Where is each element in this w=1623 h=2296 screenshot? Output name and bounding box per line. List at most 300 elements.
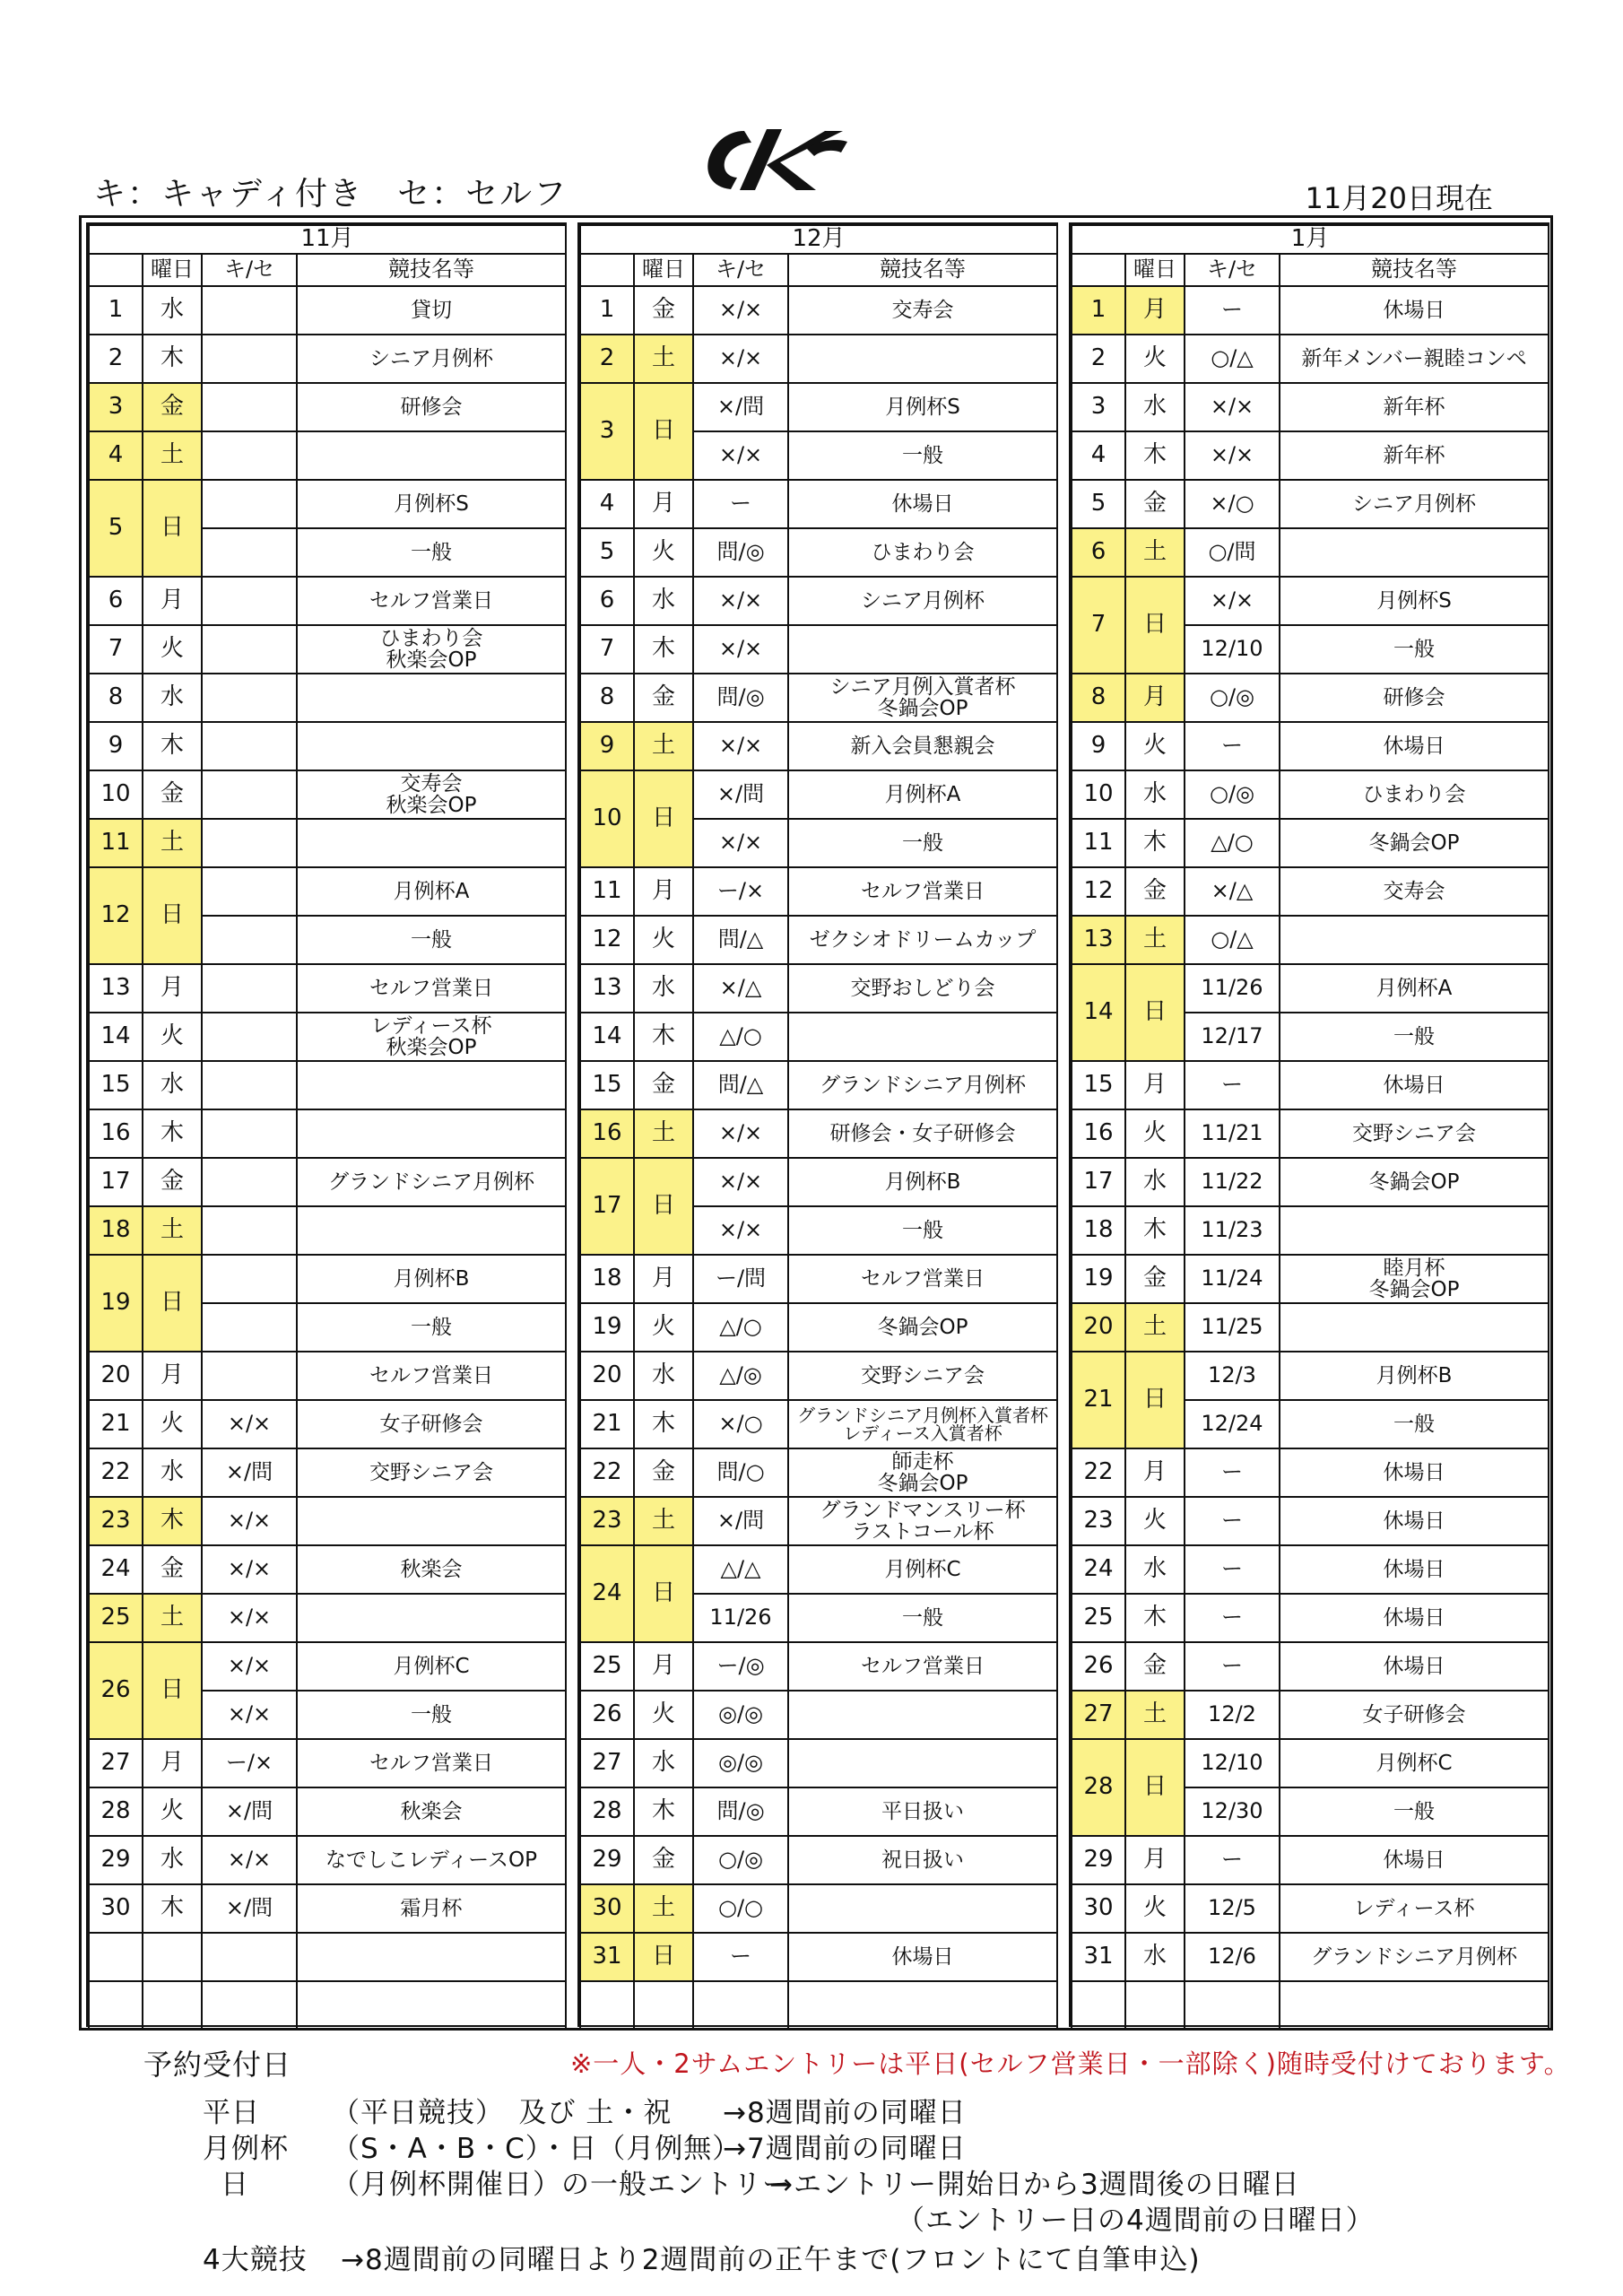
event-cell — [788, 1109, 1057, 1158]
col-day-header — [580, 254, 634, 286]
day-cell: 2 — [580, 335, 634, 383]
day-cell: 10 — [1072, 770, 1125, 819]
kise-cell: ×/× — [693, 625, 788, 674]
day-cell: 28 — [1072, 1739, 1125, 1836]
kise-cell: ×/× — [202, 1691, 297, 1739]
table-row — [580, 867, 1057, 916]
weekday-cell: 水 — [1125, 1545, 1185, 1594]
event-line: シニア月例杯 — [861, 588, 985, 613]
col-weekday-header: 曜日 — [634, 254, 693, 286]
day-cell: 18 — [580, 1255, 634, 1303]
table-row — [580, 1836, 1057, 1884]
table-row — [580, 1255, 1057, 1303]
table-row — [1072, 867, 1549, 916]
kise-cell — [202, 1933, 297, 1981]
kise-cell: 問/△ — [693, 916, 788, 964]
day-cell: 15 — [1072, 1061, 1125, 1109]
month-block-jan — [1069, 222, 1549, 2027]
event-line: 一般 — [1393, 1024, 1436, 1048]
table-row — [89, 1787, 566, 1836]
weekday-cell: 木 — [143, 1884, 202, 1933]
table-row — [89, 770, 566, 819]
event-line: 休場日 — [1383, 734, 1445, 758]
event-line: 休場日 — [1383, 1557, 1445, 1581]
event-cell — [788, 1061, 1057, 1109]
weekday-cell: 月 — [634, 1642, 693, 1691]
weekday-cell: 月 — [1125, 674, 1185, 722]
day-cell: 14 — [1072, 964, 1125, 1061]
table-row — [89, 1352, 566, 1400]
day-cell: 1 — [1072, 286, 1125, 335]
event-cell — [788, 964, 1057, 1013]
day-cell: 20 — [89, 1352, 143, 1400]
weekday-cell: 金 — [1125, 1255, 1185, 1303]
event-cell — [788, 1981, 1057, 2030]
event-line: 新年杯 — [1383, 443, 1445, 467]
event-cell — [1280, 1400, 1549, 1448]
event-cell — [1280, 819, 1549, 867]
weekday-cell — [634, 1981, 693, 2030]
kise-cell: 11/26 — [1185, 964, 1280, 1013]
event-line: ひまわり会 — [1362, 782, 1466, 806]
event-cell — [297, 1739, 566, 1787]
table-row — [1072, 1594, 1549, 1642]
rule-monthly-desc: （S・A・B・C）・日（月例無） — [332, 2133, 742, 2165]
day-cell: 17 — [89, 1158, 143, 1206]
table-row — [580, 335, 1057, 383]
event-cell — [788, 383, 1057, 431]
kise-cell — [202, 674, 297, 722]
day-cell: 3 — [580, 383, 634, 480]
kise-cell: △/△ — [693, 1545, 788, 1594]
table-row — [580, 1691, 1057, 1739]
event-line: セルフ営業日 — [861, 1654, 985, 1678]
event-line: 睦月杯 — [1383, 1256, 1445, 1280]
weekday-cell: 火 — [634, 916, 693, 964]
table-row — [580, 770, 1057, 819]
event-line: 休場日 — [891, 1944, 954, 1969]
weekday-cell: 木 — [143, 335, 202, 383]
day-cell: 11 — [89, 819, 143, 867]
weekday-cell: 金 — [634, 1061, 693, 1109]
table-row — [89, 867, 566, 916]
table-row — [89, 964, 566, 1013]
weekday-cell: 金 — [1125, 1642, 1185, 1691]
day-cell: 9 — [580, 722, 634, 770]
event-cell — [788, 577, 1057, 625]
weekday-cell: 金 — [143, 1158, 202, 1206]
table-row — [580, 1642, 1057, 1691]
day-cell — [1072, 1981, 1125, 2030]
col-kise-header: キ/セ — [1185, 254, 1280, 286]
weekday-cell: 日 — [1125, 1352, 1185, 1448]
weekday-cell: 日 — [143, 1255, 202, 1352]
event-line: 休場日 — [1383, 1509, 1445, 1533]
col-event-header: 競技名等 — [788, 254, 1057, 286]
event-cell — [297, 335, 566, 383]
kise-cell: 問/△ — [693, 1061, 788, 1109]
day-cell: 21 — [1072, 1352, 1125, 1448]
kise-cell — [202, 1013, 297, 1061]
kise-cell: ×/問 — [693, 1497, 788, 1545]
kise-cell: ○/△ — [1185, 916, 1280, 964]
day-cell: 30 — [1072, 1884, 1125, 1933]
col-day-header — [1072, 254, 1125, 286]
day-cell: 19 — [89, 1255, 143, 1352]
table-row — [1072, 528, 1549, 577]
day-cell: 9 — [1072, 722, 1125, 770]
event-cell — [297, 1158, 566, 1206]
kise-cell: ×/△ — [693, 964, 788, 1013]
event-cell — [297, 819, 566, 867]
event-cell — [1280, 335, 1549, 383]
day-cell: 12 — [89, 867, 143, 964]
event-cell — [297, 1400, 566, 1448]
event-line: 月例杯B — [393, 1266, 470, 1291]
kise-cell: ○/問 — [1185, 528, 1280, 577]
day-cell: 7 — [580, 625, 634, 674]
event-line: 交野シニア会 — [1352, 1121, 1477, 1145]
event-line: 研修会 — [400, 395, 463, 419]
table-row — [89, 577, 566, 625]
table-row — [1072, 916, 1549, 964]
event-cell — [788, 1884, 1057, 1933]
event-cell — [297, 528, 566, 577]
weekday-cell: 日 — [1125, 1739, 1185, 1836]
rule-monthly-label: 月例杯 — [203, 2133, 289, 2165]
event-cell — [788, 1013, 1057, 1061]
event-cell — [788, 1352, 1057, 1400]
table-row — [580, 964, 1057, 1013]
day-cell: 4 — [580, 480, 634, 528]
kise-cell: 12/30 — [1185, 1787, 1280, 1836]
table-row — [580, 286, 1057, 335]
event-cell — [297, 1836, 566, 1884]
weekday-cell: 日 — [634, 1545, 693, 1642]
kise-cell: ー — [1185, 286, 1280, 335]
event-cell — [297, 1787, 566, 1836]
event-cell — [297, 770, 566, 819]
day-cell: 13 — [89, 964, 143, 1013]
event-cell — [297, 286, 566, 335]
table-row — [89, 819, 566, 867]
event-cell — [788, 528, 1057, 577]
rule-major-label: 4大競技 — [203, 2244, 308, 2276]
event-line: 研修会 — [1383, 685, 1445, 709]
kise-cell: ×/× — [693, 1109, 788, 1158]
weekday-cell: 日 — [1125, 964, 1185, 1061]
event-cell — [1280, 1013, 1549, 1061]
weekday-cell: 土 — [1125, 916, 1185, 964]
table-row — [1072, 1303, 1549, 1352]
event-cell — [1280, 577, 1549, 625]
weekday-cell: 金 — [143, 1545, 202, 1594]
kise-cell: 問/◎ — [693, 1787, 788, 1836]
kise-cell: ×/× — [202, 1400, 297, 1448]
month-table — [1071, 224, 1549, 2031]
weekday-cell: 月 — [1125, 1836, 1185, 1884]
table-row — [1072, 480, 1549, 528]
kise-cell: ○/◎ — [693, 1836, 788, 1884]
table-row — [580, 625, 1057, 674]
event-line: ゼクシオドリームカップ — [809, 927, 1037, 952]
day-cell: 16 — [580, 1109, 634, 1158]
day-cell: 20 — [1072, 1303, 1125, 1352]
event-line: 一般 — [902, 1605, 944, 1630]
event-line: 新年杯 — [1383, 395, 1445, 419]
day-cell: 29 — [580, 1836, 634, 1884]
day-cell: 18 — [1072, 1206, 1125, 1255]
weekday-cell: 土 — [143, 1594, 202, 1642]
day-cell: 3 — [1072, 383, 1125, 431]
event-line: 秋楽会 — [400, 1557, 463, 1581]
day-cell: 5 — [89, 480, 143, 577]
event-line: 一般 — [902, 831, 944, 855]
kise-cell: ×/○ — [693, 1400, 788, 1448]
kise-cell: 11/23 — [1185, 1206, 1280, 1255]
kise-cell — [202, 1158, 297, 1206]
day-cell: 27 — [1072, 1691, 1125, 1739]
weekday-cell — [143, 1981, 202, 2030]
event-line: 月例杯A — [393, 879, 470, 903]
event-line: レディース杯 — [1353, 1896, 1475, 1920]
table-row — [1072, 1352, 1549, 1400]
kise-cell: 問/◎ — [693, 674, 788, 722]
kise-cell: ー — [693, 480, 788, 528]
event-cell — [297, 1255, 566, 1303]
day-cell: 25 — [89, 1594, 143, 1642]
event-line: 一般 — [902, 443, 944, 467]
table-row — [580, 722, 1057, 770]
event-line: ひまわり会 — [871, 540, 975, 564]
kise-cell: ×/× — [693, 286, 788, 335]
event-cell — [1280, 722, 1549, 770]
event-line: 一般 — [411, 927, 453, 952]
day-cell — [89, 1933, 143, 1981]
event-line: ひまわり会 — [379, 626, 483, 650]
weekday-cell: 土 — [634, 1109, 693, 1158]
event-line: グランドシニア月例杯 — [328, 1170, 535, 1194]
event-cell — [297, 964, 566, 1013]
kise-cell: ○/○ — [693, 1884, 788, 1933]
table-row — [580, 577, 1057, 625]
table-row — [89, 1739, 566, 1787]
table-row — [580, 1013, 1057, 1061]
weekday-cell: 火 — [634, 1303, 693, 1352]
kise-cell: ー — [1185, 1497, 1280, 1545]
weekday-cell: 月 — [143, 1739, 202, 1787]
kise-cell: △/◎ — [693, 1352, 788, 1400]
kise-cell: ー — [1185, 1545, 1280, 1594]
table-row — [1072, 1836, 1549, 1884]
table-row — [89, 1158, 566, 1206]
table-row — [89, 1836, 566, 1884]
kise-cell: ×/× — [1185, 431, 1280, 480]
table-row — [1072, 1981, 1549, 2030]
day-cell: 6 — [89, 577, 143, 625]
rule-sunday-when: →エントリー開始日から3週間後の日曜日 — [769, 2169, 1300, 2201]
day-cell: 1 — [580, 286, 634, 335]
day-cell: 6 — [1072, 528, 1125, 577]
kise-cell: ×/△ — [1185, 867, 1280, 916]
event-cell — [1280, 1642, 1549, 1691]
col-kise-header: キ/セ — [202, 254, 297, 286]
day-cell: 31 — [1072, 1933, 1125, 1981]
table-row — [1072, 335, 1549, 383]
kise-cell — [202, 1061, 297, 1109]
weekday-cell: 木 — [143, 722, 202, 770]
event-line: 月例杯C — [393, 1654, 470, 1678]
weekday-cell: 火 — [143, 625, 202, 674]
event-line: 一般 — [411, 1315, 453, 1339]
kise-cell: ー/問 — [693, 1255, 788, 1303]
weekday-cell: 水 — [143, 1061, 202, 1109]
day-cell: 27 — [89, 1739, 143, 1787]
rule-weekday-label: 平日 — [203, 2097, 260, 2129]
weekday-cell: 土 — [634, 722, 693, 770]
kise-cell — [202, 1255, 297, 1303]
event-line: 休場日 — [891, 491, 954, 516]
event-cell — [297, 674, 566, 722]
event-line: 祝日扱い — [881, 1848, 965, 1872]
event-line: 一般 — [1393, 1799, 1436, 1823]
event-cell — [788, 335, 1057, 383]
kise-cell: ー — [693, 1933, 788, 1981]
day-cell: 4 — [1072, 431, 1125, 480]
kise-cell: ×/○ — [1185, 480, 1280, 528]
event-line: 休場日 — [1383, 1605, 1445, 1630]
event-line: 冬鍋会OP — [1368, 1278, 1460, 1301]
kise-cell — [202, 1352, 297, 1400]
kise-cell — [202, 1109, 297, 1158]
day-cell: 8 — [580, 674, 634, 722]
entry-note: ※一人・2サムエントリーは平日(セルフ営業日・一部除く)随時受付けております。 — [570, 2048, 1571, 2079]
weekday-cell: 月 — [634, 867, 693, 916]
event-cell — [297, 625, 566, 674]
kise-cell: 12/17 — [1185, 1013, 1280, 1061]
event-cell — [297, 1303, 566, 1352]
kise-cell: ×/× — [202, 1594, 297, 1642]
table-row — [580, 1545, 1057, 1594]
day-cell: 6 — [580, 577, 634, 625]
col-event-header: 競技名等 — [297, 254, 566, 286]
table-row — [89, 1594, 566, 1642]
day-cell: 12 — [580, 916, 634, 964]
kise-cell: ×/問 — [202, 1787, 297, 1836]
table-row — [89, 1061, 566, 1109]
event-line: 休場日 — [1383, 1073, 1445, 1097]
month-name: 11月 — [89, 225, 566, 254]
kise-cell — [693, 1981, 788, 2030]
event-line: 月例杯B — [1376, 1363, 1453, 1387]
event-cell — [788, 722, 1057, 770]
event-cell — [297, 867, 566, 916]
event-cell — [1280, 1255, 1549, 1303]
kise-cell — [202, 867, 297, 916]
event-cell — [297, 1013, 566, 1061]
kise-cell: 11/21 — [1185, 1109, 1280, 1158]
event-line: 月例杯S — [394, 491, 469, 516]
weekday-cell: 水 — [1125, 770, 1185, 819]
table-row — [1072, 1739, 1549, 1787]
event-line: 交寿会 — [400, 771, 463, 796]
weekday-cell: 木 — [1125, 1206, 1185, 1255]
event-line: シニア月例入賞者杯 — [829, 674, 1016, 699]
event-cell — [297, 1884, 566, 1933]
event-line: 月例杯C — [884, 1557, 961, 1581]
kise-cell: ×/× — [1185, 383, 1280, 431]
event-line: レディース入賞者杯 — [843, 1422, 1002, 1444]
event-line: 休場日 — [1383, 1460, 1445, 1484]
kise-cell: ×/× — [202, 1836, 297, 1884]
event-cell — [1280, 431, 1549, 480]
table-row — [1072, 1884, 1549, 1933]
day-cell: 7 — [89, 625, 143, 674]
event-cell — [788, 480, 1057, 528]
kise-cell: ×/× — [693, 577, 788, 625]
day-cell: 23 — [89, 1497, 143, 1545]
kise-cell: ー/× — [202, 1739, 297, 1787]
table-row — [1072, 1206, 1549, 1255]
table-row — [89, 1400, 566, 1448]
kise-cell: 12/24 — [1185, 1400, 1280, 1448]
event-line: グランドシニア月例杯 — [820, 1073, 1027, 1097]
event-line: 平日扱い — [881, 1799, 965, 1823]
rule-sunday-note: （エントリー日の4週間前の日曜日） — [897, 2205, 1375, 2237]
weekday-cell: 日 — [634, 1158, 693, 1255]
kise-cell — [202, 722, 297, 770]
event-cell — [788, 1642, 1057, 1691]
day-cell: 20 — [580, 1352, 634, 1400]
event-cell — [297, 1206, 566, 1255]
day-cell: 23 — [580, 1497, 634, 1545]
event-cell — [788, 625, 1057, 674]
kise-cell: ×/問 — [202, 1884, 297, 1933]
day-cell: 28 — [89, 1787, 143, 1836]
weekday-cell: 日 — [634, 770, 693, 867]
weekday-cell: 木 — [143, 1497, 202, 1545]
event-cell — [788, 1255, 1057, 1303]
weekday-cell: 土 — [143, 819, 202, 867]
event-cell — [1280, 1787, 1549, 1836]
kise-cell: ×/× — [693, 819, 788, 867]
event-line: グランドシニア月例杯入賞者杯 — [797, 1405, 1049, 1426]
col-kise-header: キ/セ — [693, 254, 788, 286]
event-cell — [297, 1545, 566, 1594]
day-cell: 26 — [1072, 1642, 1125, 1691]
day-cell: 27 — [580, 1739, 634, 1787]
kise-cell — [202, 383, 297, 431]
weekday-cell: 金 — [634, 286, 693, 335]
weekday-cell — [143, 1933, 202, 1981]
event-line: 研修会・女子研修会 — [829, 1121, 1016, 1145]
day-cell: 4 — [89, 431, 143, 480]
event-cell — [297, 722, 566, 770]
month-table — [88, 224, 567, 2031]
kise-cell: 11/26 — [693, 1594, 788, 1642]
table-row — [1072, 819, 1549, 867]
event-cell — [788, 1691, 1057, 1739]
kise-cell: 12/10 — [1185, 1739, 1280, 1787]
day-cell: 11 — [580, 867, 634, 916]
event-cell — [788, 916, 1057, 964]
day-cell: 23 — [1072, 1497, 1125, 1545]
weekday-cell: 水 — [634, 964, 693, 1013]
event-cell — [788, 1448, 1057, 1497]
kise-cell: ー — [1185, 1594, 1280, 1642]
event-cell — [297, 916, 566, 964]
event-cell — [1280, 1545, 1549, 1594]
